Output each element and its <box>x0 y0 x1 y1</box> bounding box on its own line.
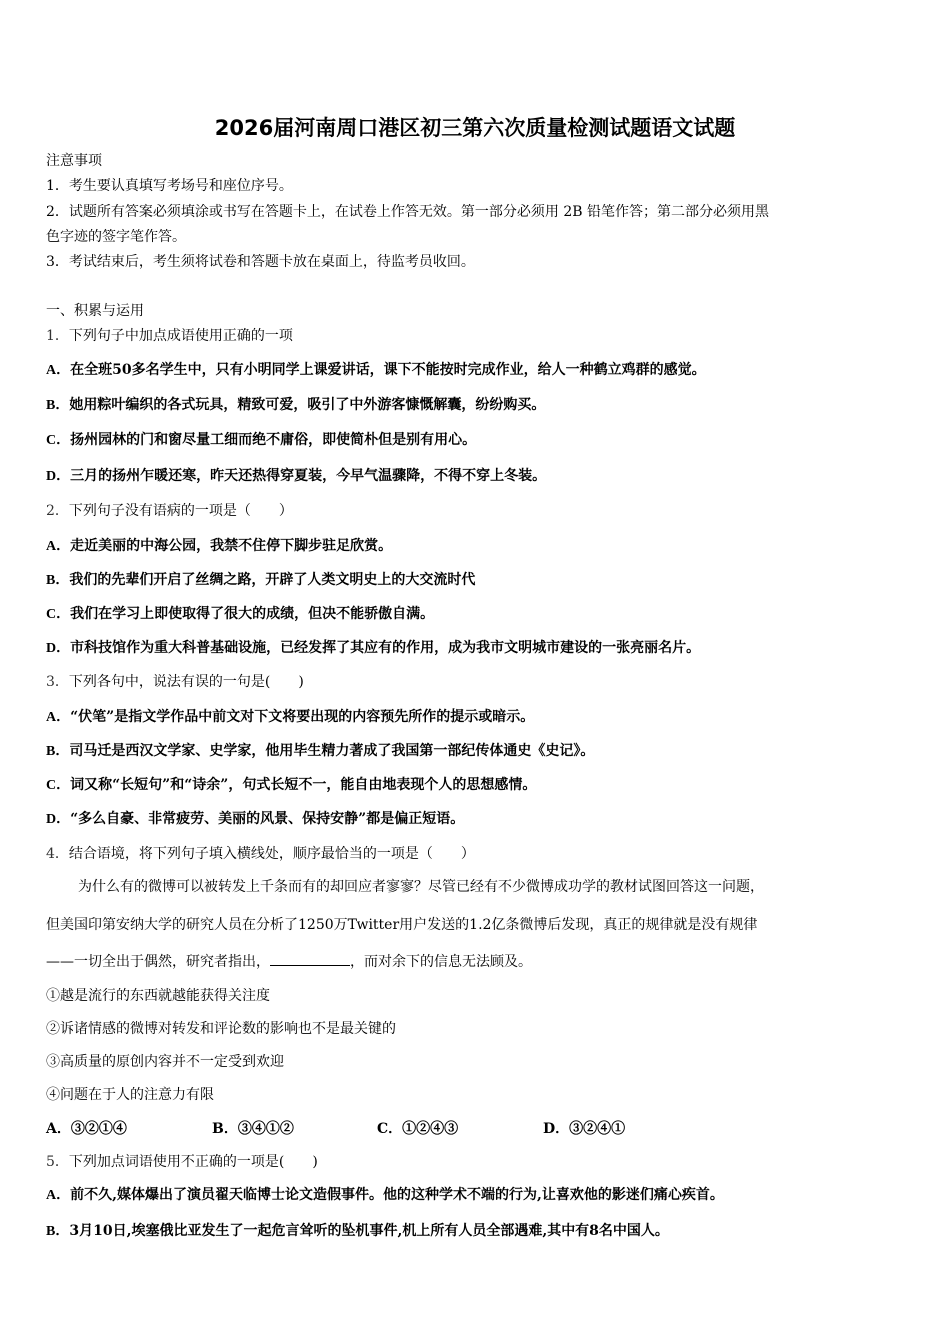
section-heading: 一、积累与运用 <box>46 303 144 319</box>
page-title: 2026届河南周口港区初三第六次质量检测试题语文试题 <box>214 116 736 140</box>
question-3-option-c: C．词又称“长短句”和“诗余”，句式长短不一，能自由地表现个人的思想感情。 <box>46 777 537 793</box>
question-text: 下列句子中加点成语使用正确的一项 <box>68 328 293 344</box>
question-3-option-b: B．司马迁是西汉文学家、史学家，他用毕生精力著成了我国第一部纪传体通史《史记》。 <box>46 743 595 759</box>
notice-item-2: 2．试题所有答案必须填涂或书写在答题卡上，在试卷上作答无效。第一部分必须用 2B 铅笔作答；第二部分必须用黑 <box>46 204 769 220</box>
question-1-option-b: B．她用粽叶编织的各式玩具，精致可爱，吸引了中外游客慷慨解囊，纷纷购买。 <box>46 397 546 413</box>
question-2-option-d: D．市科技馆作为重大科普基础设施，已经发挥了其应有的作用，成为我市文明城市建设的一张亮丽名片。 <box>46 640 701 656</box>
fill-in-blank <box>270 953 350 966</box>
notice-item-2-cont: 色字迹的签字笔作答。 <box>46 229 186 245</box>
question-4-stem <box>46 845 475 863</box>
question-4-passage-line-1: 为什么有的微博可以被转发上千条而有的却回应者寥寥？尽管已经有不少微博成功学的教材试图回答这一问题， <box>78 879 764 895</box>
question-4-passage-line-3: ——一切全出于偶然，研究者指出， ，而对余下的信息无法顾及。 <box>46 954 532 970</box>
question-number: 2． <box>46 503 69 519</box>
question-4-sentence-2: ②诉诸情感的微博对转发和评论数的影响也不是最关键的 <box>46 1021 396 1037</box>
question-5-stem <box>46 1153 318 1171</box>
question-2-option-b: B．我们的先辈们开启了丝绸之路，开辟了人类文明史上的大交流时代 <box>46 572 476 588</box>
question-5-option-a: A．前不久,媒体爆出了演员翟天临博士论文造假事件。他的这种学术不端的行为,让喜欢他的影迷们痛心疾首。 <box>46 1187 724 1203</box>
question-4-sentence-4: ④问题在于人的注意力有限 <box>46 1087 214 1103</box>
question-text: 下列句子没有语病的一项是（ ） <box>68 503 293 519</box>
answer-option-d: D．③②④① <box>543 1121 626 1137</box>
question-number: 1． <box>46 328 69 344</box>
answer-option-a: A．③②①④ <box>46 1121 127 1137</box>
question-3-stem <box>46 673 304 691</box>
question-2-option-a: A．走近美丽的中海公园，我禁不住停下脚步驻足欣赏。 <box>46 538 393 554</box>
question-number: 3． <box>46 674 69 690</box>
question-text: 下列加点词语使用不正确的一项是( ) <box>68 1154 318 1170</box>
question-1-option-a: A．在全班50多名学生中，只有小明同学上课爱讲话，课下不能按时完成作业，给人一种鹤立鸡群的感觉。 <box>46 362 706 378</box>
question-number: 4． <box>46 846 69 862</box>
question-3-option-a: A．“伏笔”是指文学作品中前文对下文将要出现的内容预先所作的提示或暗示。 <box>46 709 535 725</box>
question-2-stem <box>46 502 293 520</box>
question-2-option-c: C．我们在学习上即使取得了很大的成绩，但决不能骄傲自满。 <box>46 606 435 622</box>
notice-item-3: 3．考试结束后，考生须将试卷和答题卡放在桌面上，待监考员收回。 <box>46 254 475 270</box>
answer-option-c: C．①②④③ <box>377 1121 459 1137</box>
question-3-option-d: D．“多么自豪、非常疲劳、美丽的风景、保持安静”都是偏正短语。 <box>46 811 465 827</box>
question-1-option-c: C．扬州园林的门和窗尽量工细而绝不庸俗，即使简朴但是别有用心。 <box>46 432 477 448</box>
question-4-sentence-1: ①越是流行的东西就越能获得关注度 <box>46 988 270 1004</box>
question-1-stem <box>46 327 293 345</box>
question-5-option-b: B．3月10日,埃塞俄比亚发生了一起危言耸听的坠机事件,机上所有人员全部遇难,其中有8名中国人。 <box>46 1223 669 1239</box>
question-1-option-d: D．三月的扬州乍暖还寒，昨天还热得穿夏装，今早气温骤降，不得不穿上冬装。 <box>46 468 547 484</box>
notice-item-1: 1．考生要认真填写考场号和座位序号。 <box>46 178 293 194</box>
question-4-sentence-3: ③高质量的原创内容并不一定受到欢迎 <box>46 1054 284 1070</box>
question-number: 5． <box>46 1154 69 1170</box>
question-text: 结合语境，将下列句子填入横线处，顺序最恰当的一项是（ ） <box>68 846 475 862</box>
question-text: 下列各句中，说法有误的一句是( ) <box>68 674 304 690</box>
question-4-passage-line-2: 但美国印第安纳大学的研究人员在分析了1250万Twitter用户发送的1.2亿条微博后发现，真正的规律就是没有规律 <box>46 917 758 933</box>
notice-heading: 注意事项 <box>46 153 102 169</box>
answer-option-b: B．③④①② <box>212 1121 294 1137</box>
